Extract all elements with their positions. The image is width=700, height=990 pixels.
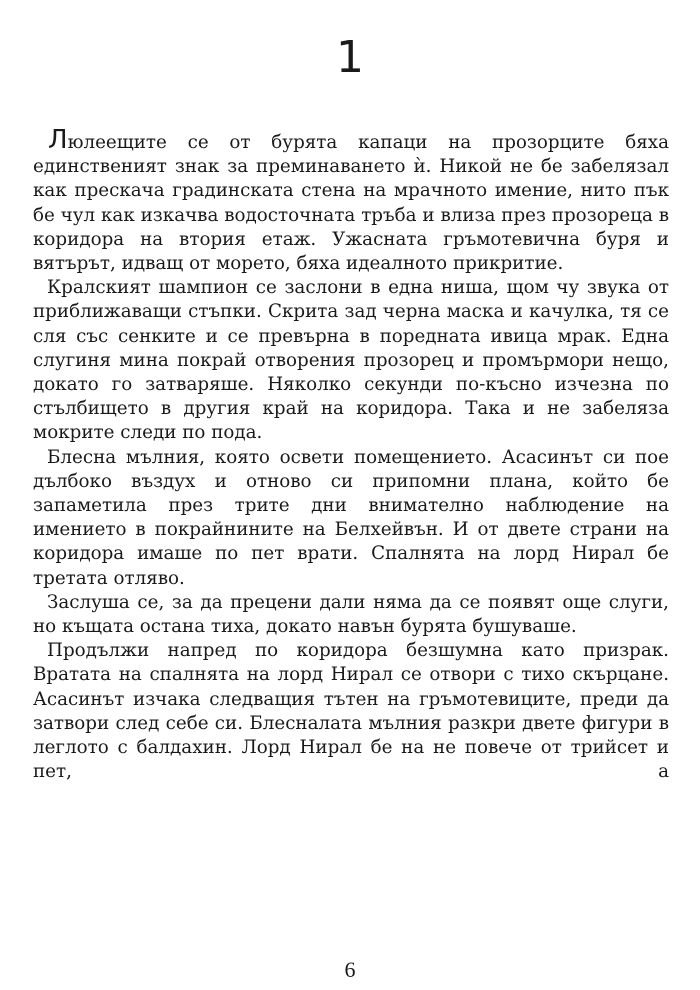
paragraph-4: Заслуша се, за да прецени дали няма да се появят още слуги, но къщата остана тиха, докато навън бурята бушуваше. xyxy=(33,591,669,638)
chapter-number: 1 xyxy=(336,32,364,83)
drop-cap-initial: Л xyxy=(48,125,68,155)
paragraph-2: Кралският шампион се заслони в една ниша, щом чу звука от приближаващи стъпки. Скрита зад черна маска и качулка, тя се сля със сенките и се превърна в поредната ивица мрак. Една слугиня мина покрай отворения прозорец и промърмори нещо, докато го затваряше. Няколко секунди по-късно изчезна по стълбището в другия край на коридора. Така и не забеляза мокрите следи по пода. xyxy=(33,277,669,444)
paragraph-1-text: юлеещите се от бурята капаци на прозорците бяха единственият знак за преминаването ѝ. Никой не бе забелязал как прескача градинската стена на мрачното имение, нито пък бе чул как изкачва водосточната тръба и влиза през прозореца в коридора на втория етаж. Ужасната гръмотевична буря и вятърът, идващ от морето, бяха идеалното прикритие. xyxy=(33,132,669,275)
paragraph-1 xyxy=(33,125,669,276)
paragraph-3: Блесна мълния, която освети помещението. Асасинът си пое дълбоко въздух и отново си припомни плана, който бе запаметила през трите дни внимателно наблюдение на имението в покрайнините на Белхейвън. И от двете страни на коридора имаше по пет врати. Спалнята на лорд Нирал бе третата отляво. xyxy=(33,446,669,589)
paragraph-5: Продължи напред по коридора безшумна като призрак. Вратата на спалнята на лорд Нирал се отвори с тихо скърцане. Асасинът изчака следващия тътен на гръмотевиците, преди да затвори след себе си. Блесналата мълния разкри двете фигури в леглото с балдахин. Лорд Нирал бе на не повече от трийсет и пет, а xyxy=(33,640,669,783)
chapter-body xyxy=(33,125,669,784)
page-number: 6 xyxy=(344,957,356,982)
